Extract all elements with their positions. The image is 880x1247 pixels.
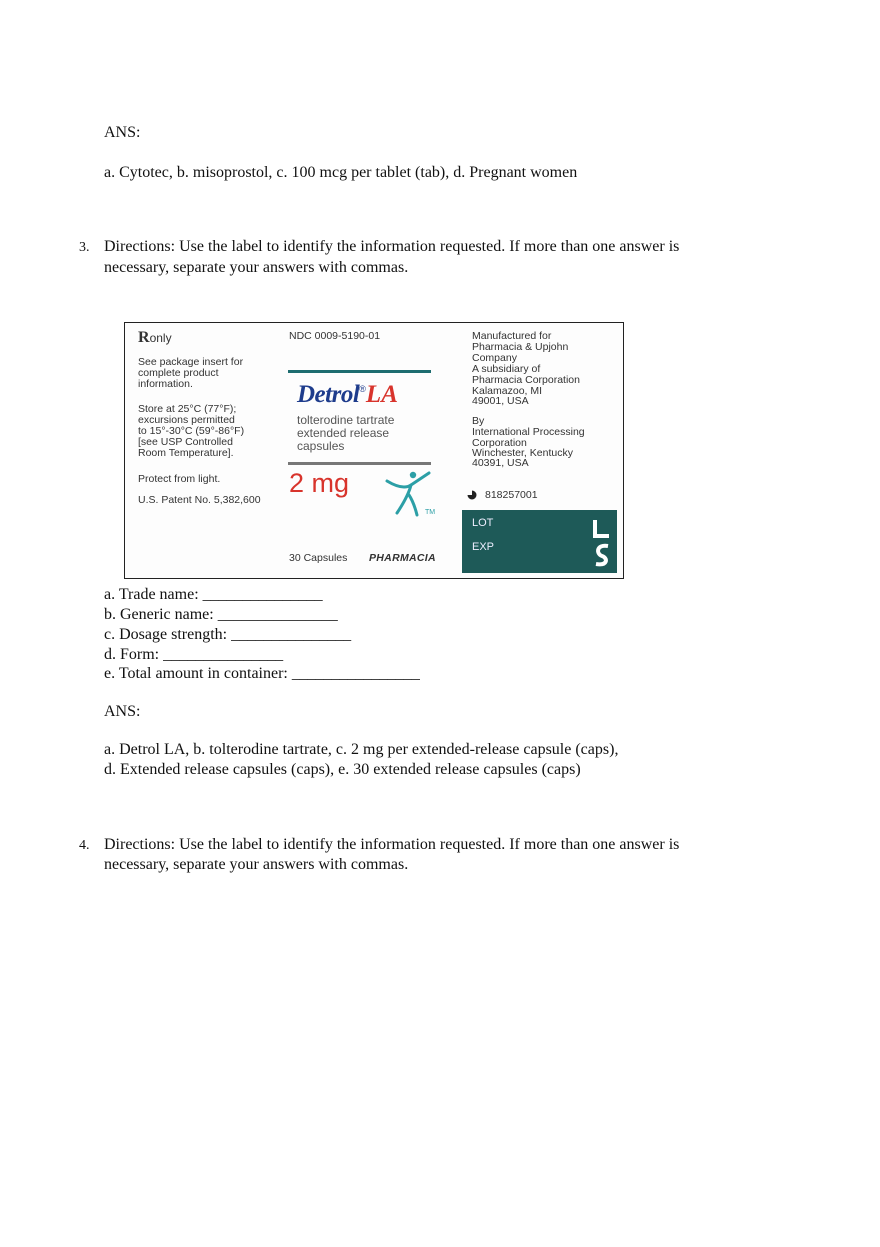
q3-directions-line2: necessary, separate your answers with commas. [104, 259, 409, 276]
question-item: c. Dosage strength: _______________ [104, 626, 352, 643]
brand-logo [297, 381, 398, 409]
q3-directions-line1: Directions: Use the label to identify the information requested. If more than one answer is [104, 238, 680, 255]
generic-line: extended release [297, 426, 390, 440]
label-right-line: A subsidiary of [472, 363, 541, 375]
label-right-line: International Processing [472, 426, 585, 438]
gray-rule [288, 462, 431, 465]
q4-directions-line2: necessary, separate your answers with commas. [104, 856, 409, 873]
label-left-line: to 15°-30°C (59°-86°F) [138, 425, 245, 437]
q3-answer-line1: a. Detrol LA, b. tolterodine tartrate, c. 2 mg per extended-release capsule (caps), [104, 741, 619, 758]
generic-line: tolterodine tartrate [297, 413, 395, 427]
label-right-line: By [472, 415, 485, 427]
registered-mark: ® [359, 384, 366, 394]
q4-directions-line1: Directions: Use the label to identify the information requested. If more than one answer is [104, 836, 680, 853]
label-right-line: Pharmacia Corporation [472, 374, 580, 386]
label-right-line: Pharmacia & Upjohn [472, 341, 569, 353]
capsule-count: 30 Capsules [289, 552, 348, 564]
brand-suffix: LA [365, 381, 398, 408]
label-right-line: Company [472, 352, 517, 364]
teal-rule [288, 370, 431, 373]
label-right-line: Kalamazoo, MI [472, 385, 543, 397]
label-left-line: information. [138, 378, 193, 390]
question-item: e. Total amount in container: ________________ [104, 665, 420, 682]
question-item: d. Form: _______________ [104, 646, 284, 663]
lot-label: LOT [472, 517, 494, 529]
generic-line: capsules [297, 439, 345, 453]
label-left-line: Store at 25°C (77°F); [138, 403, 237, 415]
label-left-line: complete product [138, 367, 219, 379]
q3-answer-line2: d. Extended release capsules (caps), e. 30 extended release capsules (caps) [104, 761, 581, 778]
label-left-line: [see USP Controlled [138, 436, 233, 448]
rx-only [138, 329, 172, 346]
label-right-line: 40391, USA [472, 457, 529, 469]
q2-ans-label: ANS: [104, 124, 141, 141]
label-right-line: Corporation [472, 437, 527, 449]
label-right-line: Manufactured for [472, 330, 552, 342]
rx-symbol: R [138, 329, 150, 346]
label-code: 818257001 [485, 489, 538, 501]
pharmacia-logo: PHARMACIA [369, 552, 436, 564]
q3-number: 3. [79, 240, 90, 255]
q2-answer-text: a. Cytotec, b. misoprostol, c. 100 mcg per tablet (tab), d. Pregnant women [104, 164, 578, 181]
q3-ans-label: ANS: [104, 703, 141, 720]
label-right-line: 49001, USA [472, 395, 529, 407]
label-left-line: Room Temperature]. [138, 447, 234, 459]
lot-exp-box [462, 510, 617, 573]
dosage-strength: 2 mg [289, 468, 350, 498]
trademark: TM [425, 509, 436, 516]
label-left-line: See package insert for [138, 356, 244, 368]
label-right-line: Winchester, Kentucky [472, 447, 573, 459]
ndc-number: NDC 0009-5190-01 [289, 330, 381, 342]
pie-mark-icon [467, 490, 477, 500]
lot-stamp-glyphs-icon [592, 516, 612, 568]
drug-label [124, 322, 624, 579]
label-left-line: excursions permitted [138, 414, 235, 426]
rx-only-text: only [149, 331, 172, 345]
exp-label: EXP [472, 541, 495, 553]
label-left-line: U.S. Patent No. 5,382,600 [138, 494, 261, 506]
question-item: b. Generic name: _______________ [104, 606, 338, 623]
question-item: a. Trade name: _______________ [104, 586, 323, 603]
brand-name: Detrol [297, 381, 360, 408]
label-left-line: Protect from light. [138, 473, 221, 485]
q4-number: 4. [79, 838, 90, 853]
